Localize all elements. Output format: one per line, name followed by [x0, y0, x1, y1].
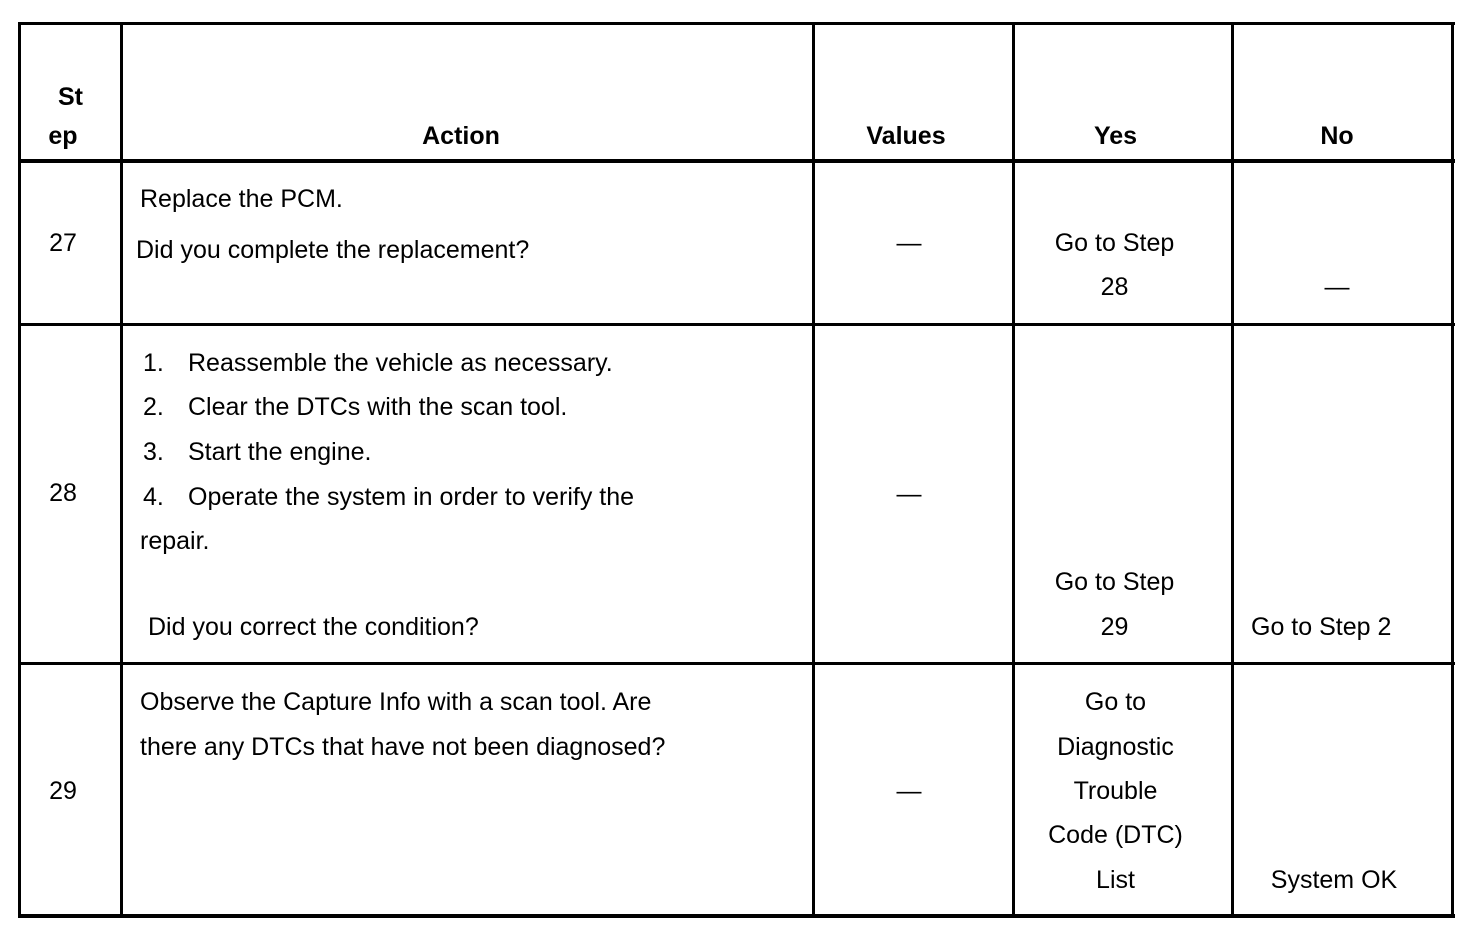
yes-cell: 29 — [1100, 613, 1129, 641]
yes-cell: Go to — [1084, 688, 1147, 716]
table-border-right — [1451, 22, 1454, 918]
row-divider — [18, 323, 1455, 326]
header-yes: Yes — [1093, 122, 1138, 150]
yes-cell: Go to Step — [1054, 568, 1175, 596]
yes-cell: Trouble — [1073, 777, 1158, 805]
column-divider — [1231, 22, 1234, 918]
table-border-bottom — [18, 914, 1455, 918]
list-item-number: 4. — [143, 483, 164, 511]
list-item: Reassemble the vehicle as necessary. — [188, 349, 613, 377]
values-cell: — — [896, 777, 922, 805]
no-cell: — — [1324, 273, 1350, 301]
yes-cell: Go to Step — [1054, 229, 1175, 257]
step-number: 28 — [49, 479, 77, 507]
step-number: 27 — [49, 229, 77, 257]
values-cell: — — [896, 229, 922, 257]
list-item: Start the engine. — [188, 438, 372, 466]
column-divider — [120, 22, 123, 918]
header-action: Action — [422, 122, 500, 150]
yes-cell: Code (DTC) — [1048, 821, 1183, 849]
header-divider — [18, 159, 1455, 163]
list-item: Clear the DTCs with the scan tool. — [188, 393, 568, 421]
list-item: Operate the system in order to verify the — [188, 483, 635, 511]
step-number: 29 — [49, 777, 77, 805]
yes-cell: Diagnostic — [1057, 733, 1174, 761]
action-question: Did you complete the replacement? — [136, 236, 530, 264]
list-item-number: 2. — [143, 393, 164, 421]
table-border-top — [18, 22, 1455, 25]
values-cell: — — [896, 480, 922, 508]
no-cell: System OK — [1270, 866, 1398, 894]
action-text: there any DTCs that have not been diagnosed? — [140, 733, 666, 761]
header-no: No — [1320, 122, 1354, 150]
header-values: Values — [866, 122, 946, 150]
action-text: Observe the Capture Info with a scan tool. Are — [140, 688, 652, 716]
no-cell: Go to Step 2 — [1251, 613, 1392, 641]
list-item-number: 1. — [143, 349, 164, 377]
header-step: St — [58, 83, 83, 111]
yes-cell: List — [1096, 866, 1135, 894]
yes-cell: 28 — [1100, 273, 1129, 301]
list-item-number: 3. — [143, 438, 164, 466]
header-step: ep — [48, 122, 78, 150]
action-question: Did you correct the condition? — [148, 613, 479, 641]
action-text: Replace the PCM. — [140, 185, 343, 213]
list-item-continuation: repair. — [140, 527, 210, 555]
row-divider — [18, 662, 1455, 665]
